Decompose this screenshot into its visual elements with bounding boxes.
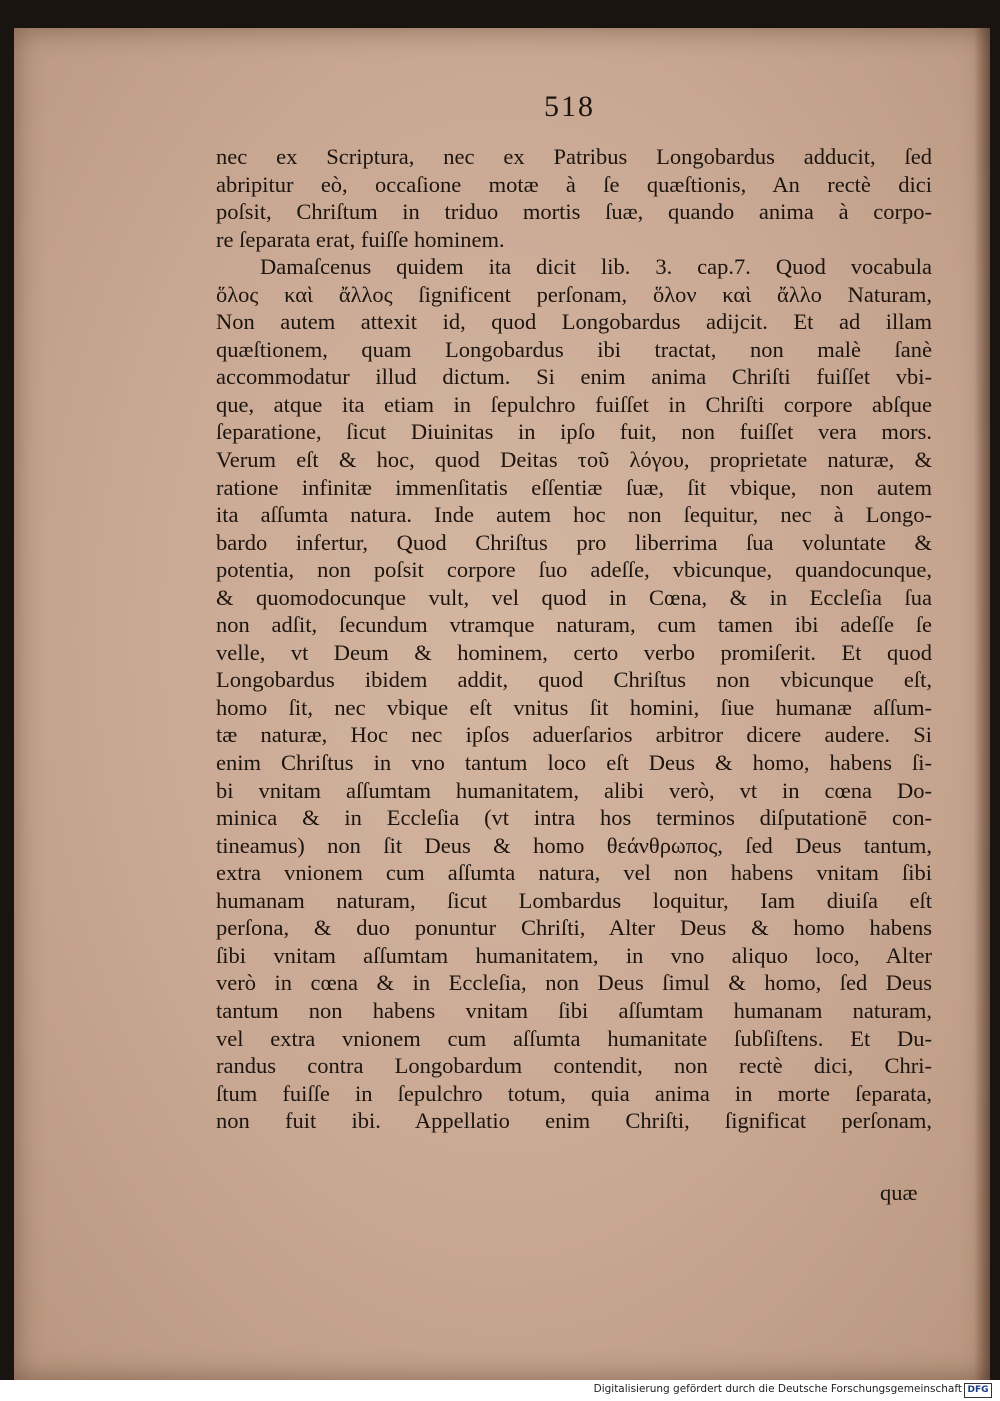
text-line: minica & in Eccleſia (vt intra hos terminos diſputationē con- [216,805,932,831]
text-line: que, atque ita etiam in ſepulchro fuiſſet in Chriſti corpore abſque [216,391,932,417]
text-line: Non autem attexit id, quod Longobardus adijcit. Et ad illam [216,309,932,335]
text-line: homo ſit, nec vbique eſt vnitus ſit homini, ſiue humanæ aſſum- [216,694,932,720]
text-line: accommodatur illud dictum. Si enim anima Chriſti fuiſſet vbi- [216,364,932,390]
page-number: 518 [544,90,595,123]
text-line: potentia, non poſsit corpore ſuo adeſſe, vbicunque, quandocunque, [216,557,932,583]
text-line: velle, vt Deum & hominem, certo verbo promiſerit. Et quod [216,639,932,665]
text-line: ſtum fuiſſe in ſepulchro totum, quia anima in morte ſeparata, [216,1080,932,1106]
text-line: non adſit, ſecundum vtramque naturam, cum tamen ibi adeſſe ſe [216,612,932,638]
text-line: Damaſcenus quidem ita dicit lib. 3. cap.7. Quod vocabula [260,254,932,280]
text-line: ſibi vnitam aſſumtam humanitatem, in vno aliquo loco, Alter [216,942,932,968]
text-line: verò in cœna & in Eccleſia, non Deus ſimul & homo, ſed Deus [216,970,932,996]
text-line: re ſeparata erat, fuiſſe hominem. [216,226,505,252]
text-line: ita aſſumta natura. Inde autem hoc non ſequitur, nec à Longo- [216,502,932,528]
text-line: ὅλος καὶ ἄλλος ſignificent perſonam, ὅλον καὶ ἄλλο Naturam, [216,281,932,307]
text-line: nec ex Scriptura, nec ex Patribus Longobardus adducit, ſed [216,144,932,169]
text-line: abripitur eò, occaſione motæ à ſe quæſtionis, An rectè dici [216,171,932,197]
text-line: non fuit ibi. Appellatio enim Chriſti, ſignificat perſonam, [216,1108,932,1134]
text-line: extra vnionem cum aſſumta natura, vel non habens vnitam ſibi [216,860,932,886]
text-line: & quomodocunque vult, vel quod in Cœna, & in Eccleſia ſua [216,584,932,610]
text-line: tæ naturæ, Hoc nec ipſos aduerſarios arbitror dicere audere. Si [216,722,932,748]
text-line: quæſtionem, quam Longobardus ibi tractat, non malè ſanè [216,336,932,362]
text-line: vel extra vnionem cum aſſumta humanitate ſubſiſtens. Et Du- [216,1025,932,1051]
text-line: bardo infertur, Quod Chriſtus pro liberrima ſua voluntate & [216,529,932,555]
text-line: bi vnitam aſſumtam humanitatem, alibi verò, vt in cœna Do- [216,777,932,803]
footer-credit: Digitalisierung gefördert durch die Deutsche Forschungsgemeinschaft [593,1383,962,1395]
text-line: Longobardus ibidem addit, quod Chriſtus non vbicunque eſt, [216,667,932,693]
text-line: Verum eſt & hoc, quod Deitas τοῦ λόγου, proprietate naturæ, & [216,447,932,473]
text-line: perſona, & duo ponuntur Chriſti, Alter Deus & homo habens [216,915,932,941]
text-line: poſsit, Chriſtum in triduo mortis ſuæ, quando anima à corpo- [216,199,932,225]
page-edge-shadow [974,28,990,1380]
text-line: ratione infinitæ immenſitatis eſſentiæ ſuæ, ſit vbique, non autem [216,474,932,500]
text-line: tantum non habens vnitam ſibi aſſumtam humanam naturam, [216,997,932,1023]
text-line: tineamus) non ſit Deus & homo θεάνθρωπος, ſed Deus tantum, [216,832,932,858]
text-line: randus contra Longobardum contendit, non rectè dici, Chri- [216,1053,932,1079]
catchword: quæ [880,1180,918,1205]
dfg-logo: DFG [964,1383,992,1398]
text-line: ſeparatione, ſicut Diuinitas in ipſo fuit, non fuiſſet vera mors. [216,419,932,445]
body-text [216,143,932,1135]
text-line: enim Chriſtus in vno tantum loco eſt Deus & homo, habens ſi- [216,750,932,776]
text-line: humanam naturam, ſicut Lombardus loquitur, Iam diuiſa eſt [216,887,932,913]
